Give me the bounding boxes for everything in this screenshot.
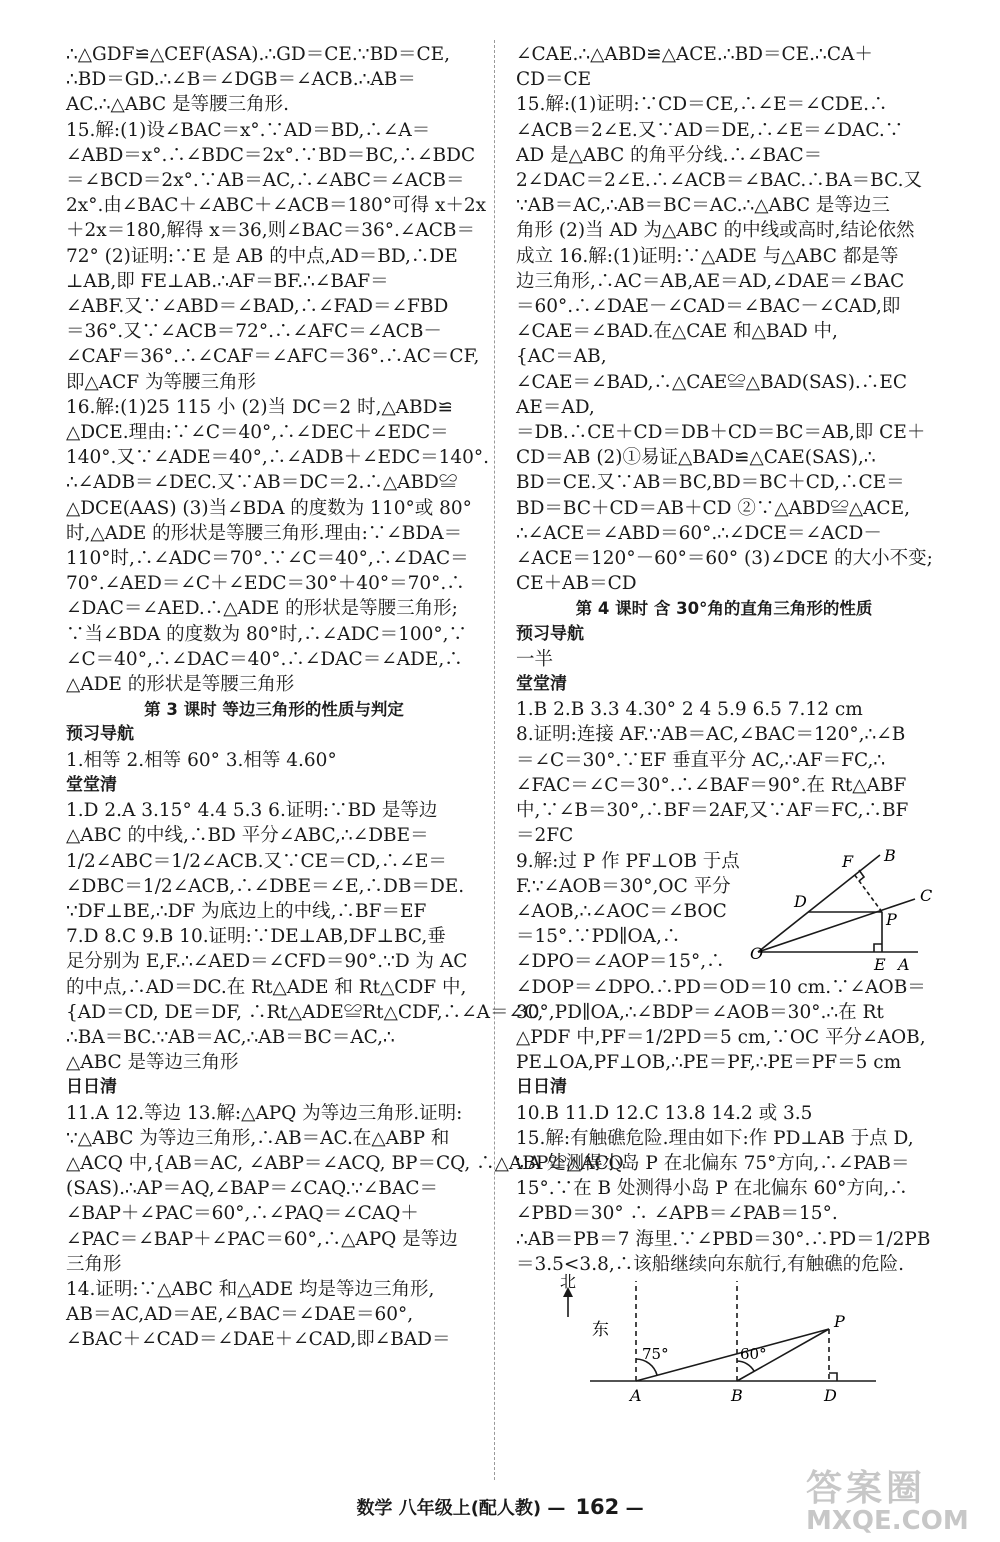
text-line: ∵△ABC 为等边三角形,∴AB＝AC.在△ABP 和	[66, 1127, 450, 1149]
text-line: 2∠DAC＝2∠E.∴∠ACB＝∠BAC.∴BA＝BC.又	[516, 170, 922, 192]
text-line: 9.解:过 P 作 PF⊥OB 于点	[516, 850, 740, 872]
label-o: O	[750, 943, 764, 963]
text-line: △ABC 的中线,∴BD 平分∠ABC,∴∠DBE＝	[66, 825, 429, 847]
text-line: ∴△GDF≌△CEF(ASA).∴GD＝CE.∵BD＝CE,	[66, 44, 451, 65]
text-line: 110°时,∴∠ADC＝70°.∵∠C＝40°,∴∠DAC＝	[66, 548, 469, 570]
text-line: ∴∠ACE＝∠ABD＝60°.∴∠DCE＝∠ACD－	[516, 522, 882, 544]
label-e: E	[874, 954, 886, 974]
east-label: 东	[592, 1319, 609, 1340]
text-line: (SAS).∴AP＝AQ,∠BAP＝∠CAQ.∵∠BAC＝	[66, 1178, 439, 1200]
text-line: {AC＝AB,	[516, 346, 607, 368]
text-line: ＝2FC	[516, 825, 574, 847]
text-line: BD＝BC＋CD＝AB＋CD ②∵△ABD≌△ACE,	[516, 497, 910, 519]
text-line: ∠PBD＝30° ∴ ∠APB＝∠PAB＝15°.	[516, 1203, 838, 1225]
text-line: ＝15°.∵PD∥OA,∴	[516, 926, 681, 948]
text-line: CD＝CE	[516, 69, 592, 91]
text-line: ∠PAC＝∠BAP＋∠PAC＝60°,∴△APQ 是等边	[66, 1228, 458, 1250]
section-heading: 日日清	[66, 1077, 117, 1098]
text-line: △ABC 是等边三角形	[66, 1052, 239, 1074]
text-line: F.∵∠AOB＝30°,OC 平分	[516, 875, 731, 897]
text-line: ∵DF⊥BE,∴DF 为底边上的中线,∴BF＝EF	[66, 900, 427, 922]
label-c: C	[920, 885, 933, 905]
label-d: D	[794, 891, 807, 911]
text-line: ＋2x＝180,解得 x＝36,则∠BAC＝36°.∠ACB＝	[66, 220, 476, 242]
text-line: ∠CAE＝∠BAD.在△CAE 和△BAD 中,	[516, 321, 838, 343]
text-line: AC.∴△ABC 是等腰三角形.	[66, 94, 289, 116]
text-line: ∠CAE.∴△ABD≌△ACE.∴BD＝CE.∴CA＋	[516, 44, 873, 65]
text-line: ＝3.5<3.8,∴该船继续向东航行,有触礁的危险.	[516, 1253, 904, 1275]
label-p2: P	[834, 1311, 845, 1331]
label-a2: A	[630, 1385, 642, 1405]
footer-dash: —	[625, 1498, 644, 1519]
text-line: 时,△ADE 的形状是等腰三角形.理由:∵∠BDA＝	[66, 522, 463, 544]
text-line: ∠DOP＝∠DPO.∴PD＝OD＝10 cm.∵∠AOB＝	[516, 976, 926, 998]
text-line: 1.B 2.B 3.3 4.30° 2 4 5.9 6.5 7.12 cm	[516, 699, 863, 721]
label-d2: D	[824, 1385, 837, 1405]
text-line: ∴AB＝PB＝7 海里.∵∠PBD＝30°.∴PD＝1/2PB	[516, 1228, 931, 1250]
navigation-diagram	[516, 1271, 932, 1407]
section-heading: 堂堂清	[516, 674, 567, 695]
text-line: 30°,PD∥OA,∴∠BDP＝∠AOB＝30°.∴在 Rt	[516, 1001, 884, 1023]
text-line: ∠BAP＋∠PAC＝60°,∴∠PAQ＝∠CAQ＋	[66, 1203, 419, 1225]
label-b2: B	[731, 1385, 743, 1405]
site-watermark	[806, 1470, 982, 1536]
section-heading: 预习导航	[516, 623, 584, 644]
text-line: ∠AOB,∴∠AOC＝∠BOC	[516, 900, 727, 922]
segment-pf	[854, 874, 882, 912]
north-label: 北	[560, 1271, 577, 1291]
text-line: 70°.∠AED＝∠C＋∠EDC＝30°＋40°＝70°.∴	[66, 573, 465, 595]
text-line: 16.解:(1)25 115 小 (2)当 DC＝2 时,△ABD≌	[66, 396, 453, 418]
ray-ob	[758, 855, 880, 952]
text-line: 足分别为 E,F.∴∠AED＝∠CFD＝90°.∵D 为 AC	[66, 951, 468, 973]
text-line: 的中点,∴AD＝DC.在 Rt△ADE 和 Rt△CDF 中,	[66, 976, 467, 998]
problem-9-text	[516, 849, 756, 975]
section-heading: 日日清	[516, 1077, 567, 1098]
page-number: 162	[575, 1495, 620, 1519]
text-line: 成立 16.解:(1)证明:∵△ADE 与△ABC 都是等	[516, 245, 899, 267]
text-line: AD 是△ABC 的角平分线.∴∠BAC＝	[516, 144, 823, 166]
text-line: ∴∠ADB＝∠DEC.又∵AB＝DC＝2.∴△ABD≌	[66, 472, 458, 494]
text-line: 2x°.由∠BAC＋∠ABC＋∠ACB＝180°可得 x＋2x	[66, 195, 487, 217]
text-line: ∵A 处测得小岛 P 在北偏东 75°方向,∴∠PAB＝	[516, 1152, 910, 1174]
text-line: AE＝AD,	[516, 396, 595, 418]
text-line: 15.解:有触礁危险.理由如下:作 PD⊥AB 于点 D,	[516, 1127, 914, 1149]
section-heading: 预习导航	[66, 724, 134, 745]
label-b: B	[884, 845, 896, 865]
text-line: △ACQ 中,{AB＝AC, ∠ABP＝∠ACQ, BP＝CQ, ∴△ABP≌△ACQ	[66, 1152, 624, 1174]
text-line: 角形 (2)当 AD 为△ABC 的中线或高时,结论依然	[516, 220, 915, 242]
right-angle-mark-e	[874, 944, 882, 952]
text-line: {AD＝CD, DE＝DF, ∴Rt△ADE≌Rt△CDF,∴∠A＝∠C,	[66, 1001, 544, 1023]
text-line: △PDF 中,PF＝1/2PD＝5 cm,∵OC 平分∠AOB,	[516, 1026, 926, 1048]
text-line: ∠CAE＝∠BAD,∴△CAE≌△BAD(SAS).∴EC	[516, 371, 907, 393]
text-line: ∵当∠BDA 的度数为 80°时,∴∠ADC＝100°,∵	[66, 623, 468, 645]
text-line: 中,∵∠B＝30°,∴BF＝2AF,又∵AF＝FC,∴BF	[516, 800, 909, 822]
text-line: ∴BA＝BC.∵AB＝AC,∴AB＝BC＝AC,∴	[66, 1026, 395, 1048]
lesson-title: 第 3 课时 等边三角形的性质与判定	[144, 700, 404, 720]
text-line: 一半	[516, 648, 554, 670]
right-angle-mark-d	[829, 1373, 837, 1381]
text-line: ∠ACB＝2∠E.又∵AD＝DE,∴∠E＝∠DAC.∵	[516, 119, 904, 141]
text-line: ∠DBC＝1/2∠ACB,∴∠DBE＝∠E,∴DB＝DE.	[66, 875, 465, 897]
text-line: BD＝CE.又∵AB＝BC,BD＝BC＋CD,∴CE＝	[516, 472, 905, 494]
text-line: ∠BAC＋∠CAD＝∠DAE＋∠CAD,即∠BAD＝	[66, 1329, 451, 1351]
right-angle-mark-f	[859, 870, 864, 881]
text-line: 三角形	[66, 1253, 122, 1275]
text-line: 1/2∠ABC＝1/2∠ACB.又∵CE＝CD,∴∠E＝	[66, 850, 447, 872]
text-line: ∠ABF.又∵∠ABD＝∠BAD,∴∠FAD＝∠FBD	[66, 296, 449, 318]
text-line: 10.B 11.D 12.C 13.8 14.2 或 3.5	[516, 1102, 813, 1124]
text-line: ∠ABD＝x°.∴∠BDC＝2x°.∵BD＝BC,∴∠BDC	[66, 144, 476, 166]
right-column-top	[516, 42, 932, 849]
text-line: ＝36°.又∵∠ACB＝72°.∴∠AFC＝∠ACB－	[66, 321, 442, 343]
text-line: 14.证明:∵△ABC 和△ADE 均是等边三角形,	[66, 1278, 435, 1300]
right-column	[516, 42, 932, 1407]
text-line: ∠ACE＝120°－60°＝60° (3)∠DCE 的大小不变;	[516, 548, 933, 570]
text-line: PE⊥OA,PF⊥OB,∴PE＝PF,∴PE＝PF＝5 cm	[516, 1052, 902, 1074]
text-line: ∠DAC＝∠AED.∴△ADE 的形状是等腰三角形;	[66, 598, 458, 620]
text-line: 15°.∵在 B 处测得小岛 P 在北偏东 60°方向,∴	[516, 1178, 908, 1200]
watermark-url: MXQE.COM	[806, 1506, 969, 1536]
text-line: 1.相等 2.相等 60° 3.相等 4.60°	[66, 749, 337, 771]
text-line: ∠FAC＝∠C＝30°.∴∠BAF＝90°.在 Rt△ABF	[516, 774, 907, 796]
label-a: A	[898, 954, 910, 974]
text-line: ∠DPO＝∠AOP＝15°,∴	[516, 951, 725, 973]
text-line: ＝60°.∴∠DAE－∠CAD＝∠BAC－∠CAD,即	[516, 296, 901, 318]
text-line: AB＝AC,AD＝AE,∠BAC＝∠DAE＝60°,	[66, 1304, 414, 1326]
angle-75-label: 75°	[642, 1344, 669, 1363]
angle-60-label: 60°	[740, 1344, 767, 1363]
text-line: ∴BD＝GD.∴∠B＝∠DGB＝∠ACB.∴AB＝	[66, 69, 416, 91]
angle-bisector-diagram	[750, 845, 940, 975]
text-line: 边三角形,∴AC＝AB,AE＝AD,∠DAE＝∠BAC	[516, 270, 905, 292]
watermark-logo-text: 答案圈	[806, 1468, 927, 1509]
text-line: 15.解:(1)设∠BAC＝x°.∵AD＝BD,∴∠A＝	[66, 119, 431, 141]
text-line: CE＋AB＝CD	[516, 573, 637, 595]
text-line: ∵AB＝AC,∴AB＝BC＝AC.∴△ABC 是等边三	[516, 195, 890, 217]
section-heading: 堂堂清	[66, 774, 117, 795]
text-line: ∠CAF＝36°.∴∠CAF＝∠AFC＝36°.∴AC＝CF,	[66, 346, 480, 368]
problem-9-block	[516, 845, 933, 975]
text-line: ⊥AB,即 FE⊥AB.∴AF＝BF.∴∠BAF＝	[66, 270, 389, 292]
text-line: 7.D 8.C 9.B 10.证明:∵DE⊥AB,DF⊥BC,垂	[66, 926, 446, 948]
footer-subject: 数学 八年级上(配人教) —	[356, 1498, 566, 1519]
text-line: ＝DB.∴CE＋CD＝DB＋CD＝BC＝AB,即 CE＋	[516, 422, 926, 444]
text-line: 即△ACF 为等腰三角形	[66, 371, 256, 393]
text-line: ＝∠C＝30°.∵EF 垂直平分 AC,∴AF＝FC,∴	[516, 749, 886, 771]
text-line: 72° (2)证明:∵E 是 AB 的中点,AD＝BD,∴DE	[66, 245, 458, 267]
text-line: △DCE(AAS) (3)当∠BDA 的度数为 110°或 80°	[66, 497, 472, 519]
text-line: 140°.又∵∠ADE＝40°,∴∠ADB＋∠EDC＝140°.	[66, 447, 490, 469]
text-line: 11.A 12.等边 13.解:△APQ 为等边三角形.证明:	[66, 1102, 463, 1124]
column-divider	[494, 40, 495, 1480]
text-line: 1.D 2.A 3.15° 4.4 5.3 6.证明:∵BD 是等边	[66, 800, 438, 822]
text-line: ∠C＝40°,∴∠DAC＝40°.∴∠DAC＝∠ADE,∴	[66, 648, 463, 670]
text-line: 15.解:(1)证明:∵CD＝CE,∴∠E＝∠CDE.∴	[516, 94, 888, 116]
lesson-title: 第 4 课时 含 30°角的直角三角形的性质	[575, 599, 873, 619]
text-line: CD＝AB (2)①易证△BAD≌△CAE(SAS),∴	[516, 447, 876, 469]
text-line: 8.证明:连接 AF.∵AB＝AC,∠BAC＝120°,∴∠B	[516, 724, 906, 746]
text-line: △ADE 的形状是等腰三角形	[66, 674, 295, 696]
navigation-diagram-block	[516, 1271, 932, 1407]
right-column-middle	[516, 975, 932, 1277]
text-line: ＝∠BCD＝2x°.∵AB＝AC,∴∠ABC＝∠ACB＝	[66, 170, 465, 192]
label-f: F	[842, 851, 854, 871]
label-p: P	[886, 909, 897, 929]
text-line: △DCE.理由:∵∠C＝40°,∴∠DEC＋∠EDC＝	[66, 422, 449, 444]
